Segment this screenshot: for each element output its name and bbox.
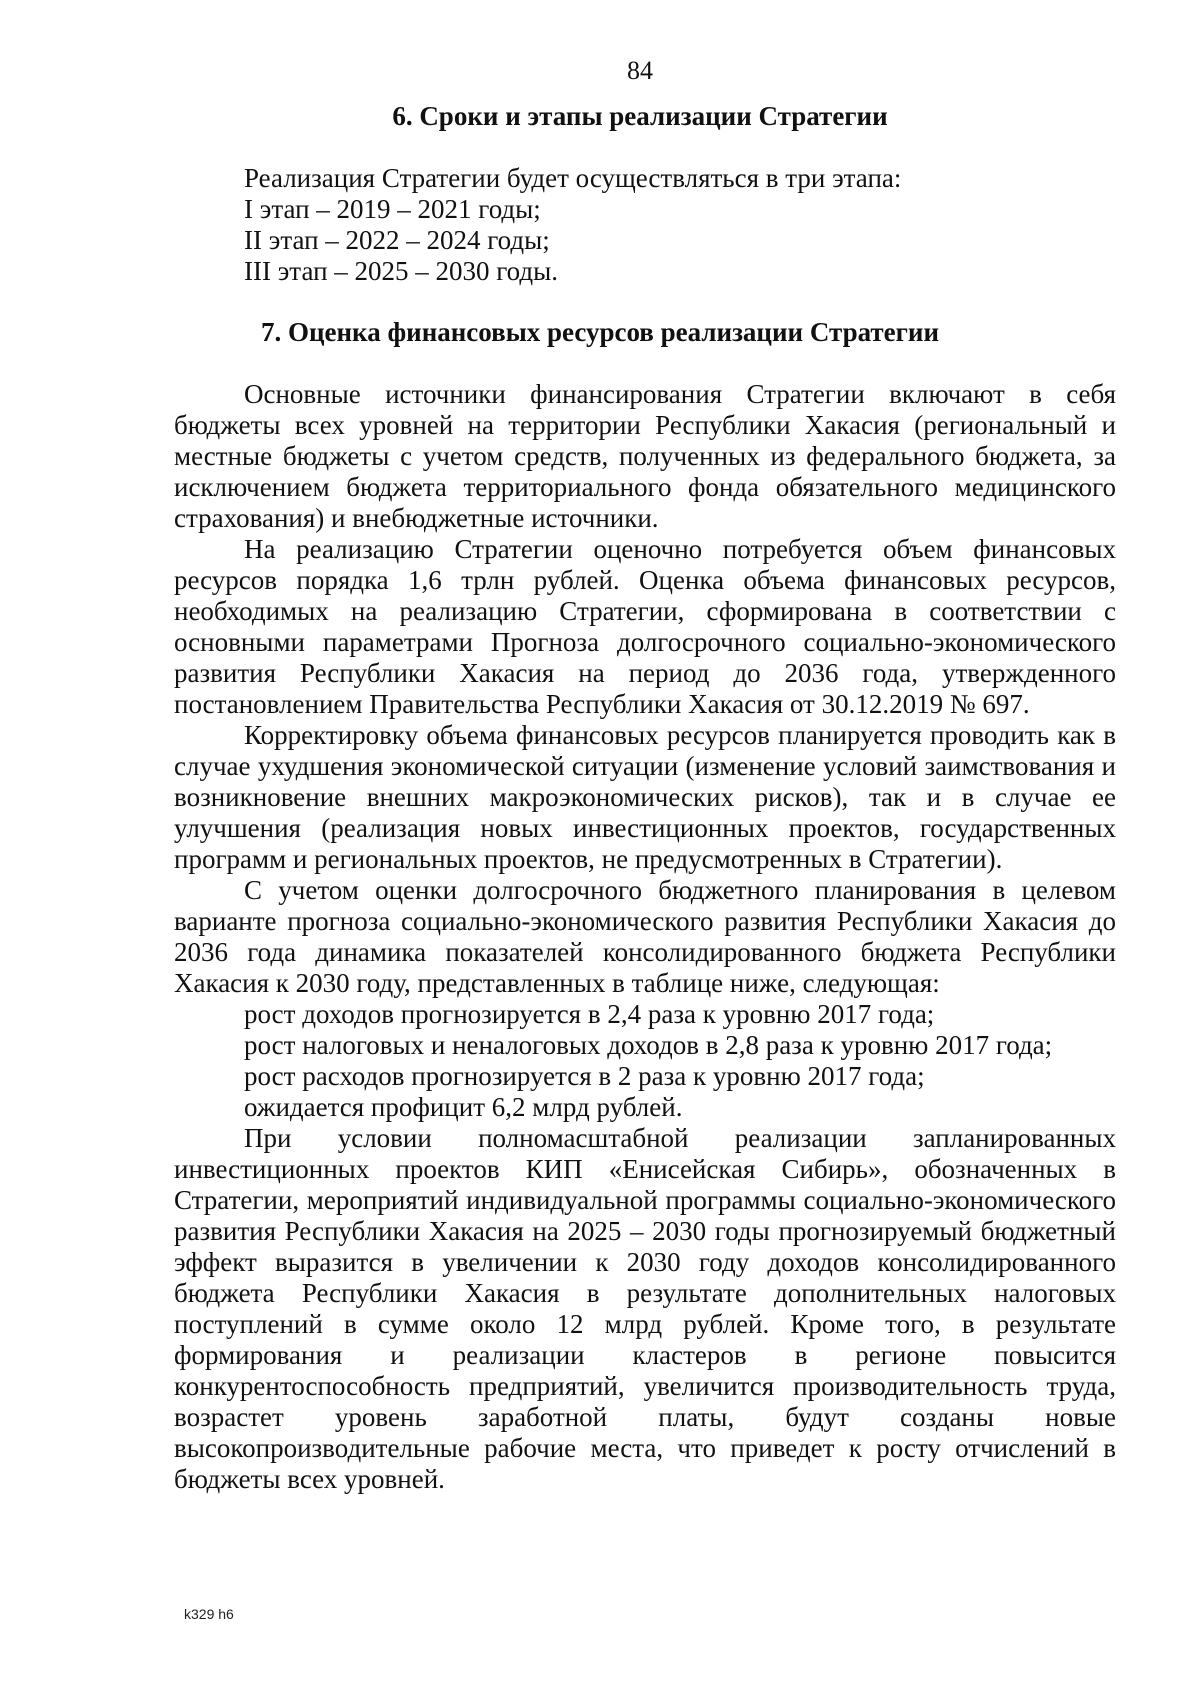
paragraph-resource-volume: На реализацию Стратегии оценочно потребуется объем финансовых ресурсов порядка 1,6 трлн рублей. Оценка объема финансовых ресурсов, необходимых на реализацию Стратегии, сформирована в соответствии с основными параметрами Прогноза долгосрочного социально-экономического развития Республики Хакасия на период до 2036 года, утвержденного постановлением Правительства Республики Хакасия от 30.12.2019 № 697. xyxy=(174,534,1116,719)
document-code: k329 h6 xyxy=(184,1606,234,1622)
stages-intro: Реализация Стратегии будет осуществляться в три этапа: xyxy=(244,163,902,193)
list-item-surplus: ожидается профицит 6,2 млрд рублей. xyxy=(244,1092,683,1122)
paragraph-adjustment: Корректировку объема финансовых ресурсов планируется проводить как в случае ухудшения экономической ситуации (изменение условий заимствования и возникновение внешних макроэкономических рисков), так и в случае ее улучшения (реализация новых инвестиционных проектов, государственных программ и региональных проектов, не предусмотренных в Стратегии). xyxy=(174,720,1116,874)
list-item-revenue-growth: рост доходов прогнозируется в 2,4 раза к уровню 2017 года; xyxy=(244,999,935,1029)
paragraph-investment-effect: При условии полномасштабной реализации запланированных инвестиционных проектов КИП «Енисейская Сибирь», обозначенных в Стратегии, мероприятий индивидуальной программы социально-экономического развития Республики Хакасия на 2025 – 2030 годы прогнозируемый бюджетный эффект выразится в увеличении к 2030 году доходов консолидированного бюджета Республики Хакасия в результате дополнительных налоговых поступлений в сумме около 12 млрд рублей. Кроме того, в результате формирования и реализации кластеров в регионе повысится конкурентоспособность предприятий, увеличится производительность труда, возрастет уровень заработной платы, будут созданы новые высокопроизводительные рабочие места, что приведет к росту отчислений в бюджеты всех уровней. xyxy=(174,1123,1116,1494)
paragraph-funding-sources: Основные источники финансирования Стратегии включают в себя бюджеты всех уровней на территории Республики Хакасия (региональный и местные бюджеты с учетом средств, полученных из федерального бюджета, за исключением бюджета территориального фонда обязательного медицинского страхования) и внебюджетные источники. xyxy=(174,379,1116,533)
section-7-title: 7. Оценка финансовых ресурсов реализации Стратегии xyxy=(260,317,940,347)
stage-item-2: II этап – 2022 – 2024 годы; xyxy=(244,225,550,255)
list-item-expense-growth: рост расходов прогнозируется в 2 раза к уровню 2017 года; xyxy=(244,1061,925,1091)
stage-item-3: III этап – 2025 – 2030 годы. xyxy=(244,256,559,286)
stages-block xyxy=(174,163,1116,287)
section-6-title: 6. Сроки и этапы реализации Стратегии xyxy=(392,101,888,131)
section-7-body xyxy=(174,379,1116,1495)
page-number: 84 xyxy=(627,56,653,85)
list-item-tax-revenue-growth: рост налоговых и неналоговых доходов в 2,8 раза к уровню 2017 года; xyxy=(244,1030,1053,1060)
stage-item-1: I этап – 2019 – 2021 годы; xyxy=(244,194,541,224)
paragraph-budget-dynamics: С учетом оценки долгосрочного бюджетного планирования в целевом варианте прогноза социально-экономического развития Республики Хакасия до 2036 года динамика показателей консолидированного бюджета Республики Хакасия к 2030 году, представленных в таблице ниже, следующая: xyxy=(174,875,1116,998)
